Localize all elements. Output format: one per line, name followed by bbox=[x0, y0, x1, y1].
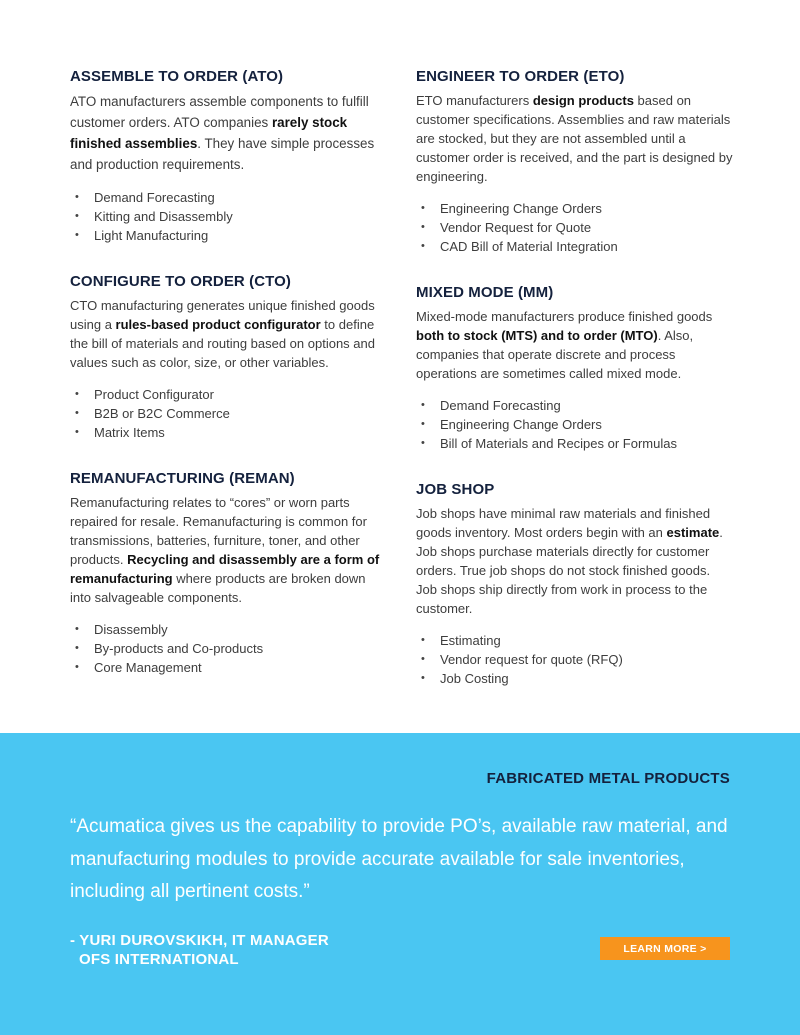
bullet-list bbox=[70, 385, 380, 442]
bullet-item: • Demand Forecasting bbox=[70, 188, 380, 207]
emphasis-text: both to stock (MTS) and to order (MTO) bbox=[416, 328, 658, 343]
bullet-item: • Engineering Change Orders bbox=[416, 415, 734, 434]
section-reman bbox=[70, 470, 380, 677]
section-title: REMANUFACTURING (REMAN) bbox=[70, 470, 295, 487]
bullet-item: • Vendor Request for Quote bbox=[416, 218, 734, 237]
bullet-item: • CAD Bill of Material Integration bbox=[416, 237, 734, 256]
bullet-item: • Bill of Materials and Recipes or Formulas bbox=[416, 434, 734, 453]
section-body bbox=[70, 493, 380, 607]
body-text: based on customer specifications. Assemblies and raw materials are stocked, but they are not assembled until a customer order is received, and the part is designed by engineering. bbox=[416, 93, 733, 184]
testimonial-banner bbox=[0, 733, 800, 1035]
body-text: ETO manufacturers bbox=[416, 93, 533, 108]
bullet-item: • Demand Forecasting bbox=[416, 396, 734, 415]
section-title: JOB SHOP bbox=[416, 481, 495, 498]
body-text: . They have simple processes and production requirements. bbox=[70, 136, 375, 172]
learn-more-button[interactable]: LEARN MORE > bbox=[600, 937, 730, 960]
emphasis-text: estimate bbox=[666, 525, 720, 540]
body-text: . Also, companies that operate discrete and process operations are sometimes called mixed mode. bbox=[416, 328, 694, 381]
attribution-name: - YURI DUROVSKIKH, IT MANAGER bbox=[70, 932, 329, 949]
emphasis-text: Recycling and disassembly are a form of remanufacturing bbox=[70, 552, 380, 586]
bullet-item: • Product Configurator bbox=[70, 385, 380, 404]
section-title: CONFIGURE TO ORDER (CTO) bbox=[70, 273, 292, 290]
section-title: MIXED MODE (MM) bbox=[416, 284, 554, 301]
emphasis-text: rules-based product configurator bbox=[115, 317, 321, 332]
bullet-list bbox=[416, 199, 734, 256]
attribution-company: OFS INTERNATIONAL bbox=[79, 951, 239, 968]
section-job-shop bbox=[416, 481, 734, 688]
body-text: where products are broken down into salvageable components. bbox=[70, 571, 366, 605]
body-text: Job shops have minimal raw materials and finished goods inventory. Most orders begin with an bbox=[416, 506, 711, 540]
section-body bbox=[70, 296, 380, 372]
bullet-item: • Matrix Items bbox=[70, 423, 380, 442]
body-text: . Job shops purchase materials directly for customer orders. True job shops do not stock finished goods. Job shops ship directly from work in process to the customer. bbox=[416, 525, 723, 616]
bullet-item: • Vendor request for quote (RFQ) bbox=[416, 650, 734, 669]
bullet-item: • By-products and Co-products bbox=[70, 639, 380, 658]
bullet-item: • Engineering Change Orders bbox=[416, 199, 734, 218]
banner-title: FABRICATED METAL PRODUCTS bbox=[486, 770, 730, 787]
bullet-item: • B2B or B2C Commerce bbox=[70, 404, 380, 423]
body-text: to define the bill of materials and routing based on options and values such as color, size, or other variables. bbox=[70, 317, 375, 370]
section-body bbox=[416, 91, 734, 186]
section-title: ENGINEER TO ORDER (ETO) bbox=[416, 68, 625, 85]
bullet-item: • Core Management bbox=[70, 658, 380, 677]
bullet-item: • Job Costing bbox=[416, 669, 734, 688]
bullet-list bbox=[416, 396, 734, 453]
testimonial-quote: “Acumatica gives us the capability to provide PO’s, available raw material, and manufacturing modules to provide accurate available for sale inventories, including all pertinent costs.” bbox=[70, 816, 728, 902]
section-body bbox=[416, 504, 734, 618]
testimonial-attribution bbox=[70, 931, 329, 969]
body-text: Remanufacturing relates to “cores” or worn parts repaired for resale. Remanufacturing is common for transmissions, batteries, furniture, toner, and other products. bbox=[70, 495, 367, 567]
bullet-item: • Light Manufacturing bbox=[70, 226, 380, 245]
body-text: ATO manufacturers assemble components to fulfill customer orders. ATO companies bbox=[70, 94, 369, 130]
body-text: CTO manufacturing generates unique finished goods using a bbox=[70, 298, 375, 332]
section-eto bbox=[416, 68, 734, 256]
section-title: ASSEMBLE TO ORDER (ATO) bbox=[70, 68, 284, 85]
section-body bbox=[416, 307, 734, 383]
bullet-item: • Kitting and Disassembly bbox=[70, 207, 380, 226]
body-text: Mixed-mode manufacturers produce finished goods bbox=[416, 309, 713, 324]
bullet-item: • Estimating bbox=[416, 631, 734, 650]
bullet-list bbox=[70, 188, 380, 245]
section-mm bbox=[416, 284, 734, 453]
section-ato bbox=[70, 68, 380, 245]
bullet-list bbox=[416, 631, 734, 688]
bullet-item: • Disassembly bbox=[70, 620, 380, 639]
emphasis-text: design products bbox=[532, 93, 634, 108]
emphasis-text: rarely stock finished assemblies bbox=[70, 115, 348, 151]
section-body bbox=[70, 91, 380, 175]
section-cto bbox=[70, 273, 380, 442]
bullet-list bbox=[70, 620, 380, 677]
